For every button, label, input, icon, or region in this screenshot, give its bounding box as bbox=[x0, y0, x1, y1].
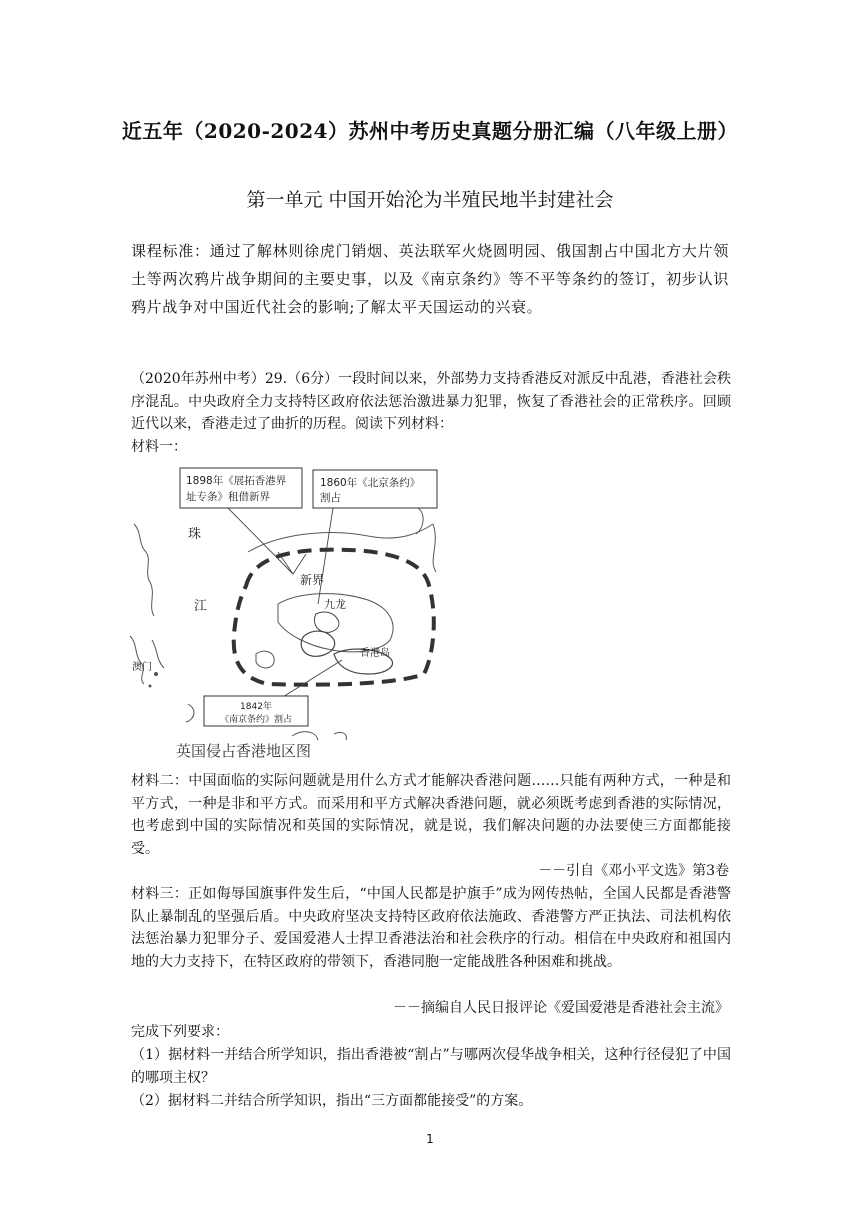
map-box1-line2: 址专条》租借新界 bbox=[186, 491, 270, 503]
page-number: 1 bbox=[426, 1132, 434, 1146]
map-box2-line2: 割占 bbox=[320, 492, 341, 504]
map-label-macau: 澳门 bbox=[132, 662, 152, 673]
material-three-source: －－摘编自人民日报评论《爱国爱港是香港社会主流》 bbox=[393, 1000, 729, 1016]
material-three: 材料三：正如侮辱国旗事件发生后，“中国人民都是护旗手”成为网传热帖，全国人民都是香港警队止暴制乱的坚强后盾。中央政府坚决支持特区政府依法施政、香港警方严正执法、司法机构依法惩治暴力犯罪分子、爱国爱港人士捍卫香港法治和社会秩序的行动。相信在中央政府和祖国内地的大力支持下，在特区政府的带领下，香港同胞一定能战胜各种困难和挑战。 bbox=[131, 886, 731, 970]
hong-kong-map bbox=[128, 464, 458, 764]
map-box1-line1: 1898年《展拓香港界 bbox=[186, 475, 287, 487]
curriculum-standard: 课程标准：通过了解林则徐虎门销烟、英法联军火烧圆明园、俄国割占中国北方大片领土等两次鸦片战争期间的主要史事，以及《南京条约》等不平等条约的签订，初步认识鸦片战争对中国近代社会的影响;了解太平天国运动的兴衰。 bbox=[131, 242, 729, 316]
requirements-heading: 完成下列要求： bbox=[131, 1024, 229, 1040]
material-two: 材料二：中国面临的实际问题就是用什么方式才能解决香港问题……只能有两种方式，一种是和平方式，一种是非和平方式。而采用和平方式解决香港问题，就必须既考虑到香港的实际情况，也考虑到中国的实际情况和英国的实际情况，就是说，我们解决问题的办法要使三方面都能接受。 bbox=[131, 773, 731, 857]
map-label-xinjie: 新界 bbox=[300, 573, 325, 587]
map-box2-line1: 1860年《北京条约》 bbox=[320, 477, 421, 489]
question-one: （1）据材料一并结合所学知识，指出香港被“割占”与哪两次侵华战争相关，这种行径侵犯了中国的哪项主权？ bbox=[131, 1047, 731, 1086]
map-box3-line1: 1842年 bbox=[240, 702, 272, 712]
map-caption: 英国侵占香港地区图 bbox=[176, 742, 312, 760]
document-title: 近五年（2020-2024）苏州中考历史真题分册汇编（八年级上册） bbox=[121, 119, 739, 143]
unit-title: 第一单元 中国开始沦为半殖民地半封建社会 bbox=[246, 189, 614, 211]
map-label-zhu: 珠 bbox=[188, 527, 202, 542]
map-label-jiang: 江 bbox=[194, 599, 208, 614]
map-label-hk-island: 香港岛 bbox=[360, 648, 390, 659]
material-two-source: －－引自《邓小平文选》第3卷 bbox=[538, 863, 729, 879]
question-intro: （2020年苏州中考）29.（6分）一段时间以来，外部势力支持香港反对派反中乱港，香港社会秩序混乱。中央政府全力支持特区政府依法惩治激进暴力犯罪，恢复了香港社会的正常秩序。回顾近代以来，香港走过了曲折的历程。阅读下列材料： bbox=[131, 371, 731, 432]
map-label-jiulong: 九龙 bbox=[324, 598, 346, 611]
question-two: （2）据材料二并结合所学知识，指出“三方面都能接受”的方案。 bbox=[131, 1093, 533, 1109]
map-box3-line2: 《南京条约》割占 bbox=[219, 715, 293, 725]
material-one-label: 材料一： bbox=[131, 439, 187, 455]
